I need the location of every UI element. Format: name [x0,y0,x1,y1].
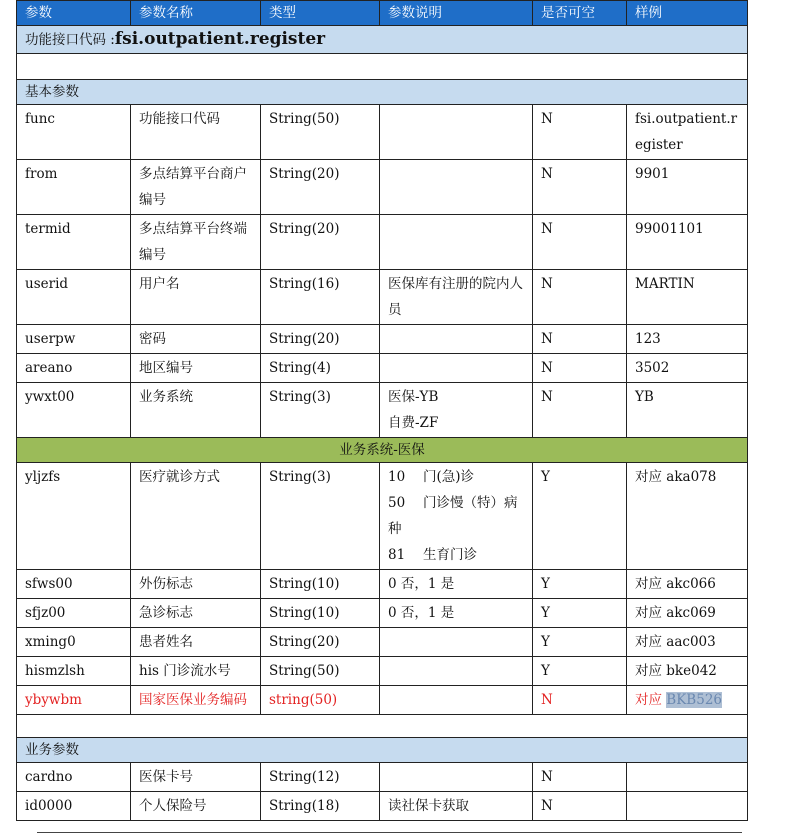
table-row [17,354,748,383]
header-desc: 参数说明 [380,1,533,26]
cell-type: String(20) [261,628,380,657]
desc-line: 50 门诊慢（特）病种 [388,495,518,537]
table-row [17,763,748,792]
section-business: 业务参数 [17,738,748,763]
cell-example: 对应 akc066 [627,570,748,599]
cell-desc [380,383,533,438]
table-row [17,570,748,599]
table-row [17,160,748,215]
cell-nullable: N [533,105,627,160]
empty-row [17,54,748,80]
cell-nullable: N [533,686,627,715]
cell-param: userpw [17,325,131,354]
cell-param: yljzfs [17,463,131,570]
example-prefix: 对应 [635,692,667,708]
cell-desc [380,763,533,792]
header-row [17,1,748,26]
table-row-highlighted [17,686,748,715]
cell-example: 3502 [627,354,748,383]
header-example: 样例 [627,1,748,26]
cell-desc [380,657,533,686]
cell-example: 对应 aac003 [627,628,748,657]
cell-example: 对应 bke042 [627,657,748,686]
desc-line: 医保-YB [388,389,439,405]
cell-desc [380,686,533,715]
cell-param: termid [17,215,131,270]
cell-name: 个人保险号 [131,792,261,821]
cell-nullable: Y [533,463,627,570]
cell-nullable: N [533,215,627,270]
cell-type: String(3) [261,463,380,570]
table-row [17,383,748,438]
cell-desc [380,160,533,215]
section-basic: 基本参数 [17,80,748,105]
cell-desc: 0 否，1 是 [380,570,533,599]
cell-name: 医保卡号 [131,763,261,792]
cell-name: 用户名 [131,270,261,325]
desc-line: 81 生育门诊 [388,547,477,563]
cell-example: 对应 akc069 [627,599,748,628]
cell-param: hismzlsh [17,657,131,686]
cell-nullable: N [533,354,627,383]
cell-nullable: N [533,270,627,325]
cell-name: 业务系统 [131,383,261,438]
cell-nullable: N [533,160,627,215]
cell-type: String(50) [261,657,380,686]
cell-example [627,792,748,821]
header-type: 类型 [261,1,380,26]
cell-example [627,763,748,792]
table-row [17,215,748,270]
cell-name: 功能接口代码 [131,105,261,160]
cell-desc: 医保库有注册的院内人员 [380,270,533,325]
cell-example: 对应 aka078 [627,463,748,570]
function-code-row [17,26,748,54]
cell-type: String(4) [261,354,380,383]
cell-nullable: N [533,763,627,792]
header-name: 参数名称 [131,1,261,26]
cell-param: sfws00 [17,570,131,599]
cell-name: his 门诊流水号 [131,657,261,686]
cell-name: 外伤标志 [131,570,261,599]
cell-type: String(18) [261,792,380,821]
cell-example: fsi.outpatient.register [627,105,748,160]
header-nullable: 是否可空 [533,1,627,26]
cell-example: 123 [627,325,748,354]
cell-type: String(10) [261,570,380,599]
cell-type: String(12) [261,763,380,792]
page-divider [37,832,742,833]
desc-line: 10 门(急)诊 [388,469,475,485]
cell-type: String(20) [261,160,380,215]
cell-param: areano [17,354,131,383]
cell-param: userid [17,270,131,325]
cell-nullable: Y [533,657,627,686]
function-code-value: fsi.outpatient.register [114,29,326,49]
cell-name: 医疗就诊方式 [131,463,261,570]
cell-desc: 0 否，1 是 [380,599,533,628]
cell-example: 9901 [627,160,748,215]
table-row [17,792,748,821]
section-medical-system: 业务系统-医保 [17,438,748,463]
cell-desc [380,354,533,383]
cell-nullable: N [533,325,627,354]
table-row [17,657,748,686]
selected-text[interactable]: BKB526 [666,692,722,708]
cell-desc [380,628,533,657]
cell-param: sfjz00 [17,599,131,628]
cell-param: from [17,160,131,215]
cell-param: func [17,105,131,160]
cell-type: String(20) [261,325,380,354]
cell-name: 地区编号 [131,354,261,383]
cell-name: 国家医保业务编码 [131,686,261,715]
cell-type: String(3) [261,383,380,438]
cell-desc [380,215,533,270]
table-row [17,599,748,628]
parameter-table [16,0,748,821]
cell-desc [380,463,533,570]
cell-name: 多点结算平台商户编号 [131,160,261,215]
cell-name: 多点结算平台终端编号 [131,215,261,270]
cell-example [627,686,748,715]
cell-desc [380,105,533,160]
cell-param: cardno [17,763,131,792]
cell-name: 患者姓名 [131,628,261,657]
cell-desc: 读社保卡获取 [380,792,533,821]
cell-param: id0000 [17,792,131,821]
cell-type: String(10) [261,599,380,628]
cell-example: YB [627,383,748,438]
cell-name: 急诊标志 [131,599,261,628]
cell-param: ybywbm [17,686,131,715]
table-row [17,105,748,160]
cell-nullable: Y [533,599,627,628]
table-row [17,270,748,325]
cell-nullable: N [533,383,627,438]
cell-param: xming0 [17,628,131,657]
table-row [17,628,748,657]
header-param: 参数 [17,1,131,26]
cell-type: String(20) [261,215,380,270]
table-row [17,463,748,570]
cell-desc [380,325,533,354]
cell-type: String(50) [261,105,380,160]
cell-name: 密码 [131,325,261,354]
cell-param: ywxt00 [17,383,131,438]
cell-type: String(16) [261,270,380,325]
function-code-label: 功能接口代码 : [25,32,115,48]
cell-example: MARTIN [627,270,748,325]
table-row [17,325,748,354]
desc-line: 自费-ZF [388,415,439,431]
cell-type: string(50) [261,686,380,715]
cell-nullable: Y [533,628,627,657]
cell-nullable: N [533,792,627,821]
empty-row [17,715,748,738]
cell-nullable: Y [533,570,627,599]
cell-example: 99001101 [627,215,748,270]
